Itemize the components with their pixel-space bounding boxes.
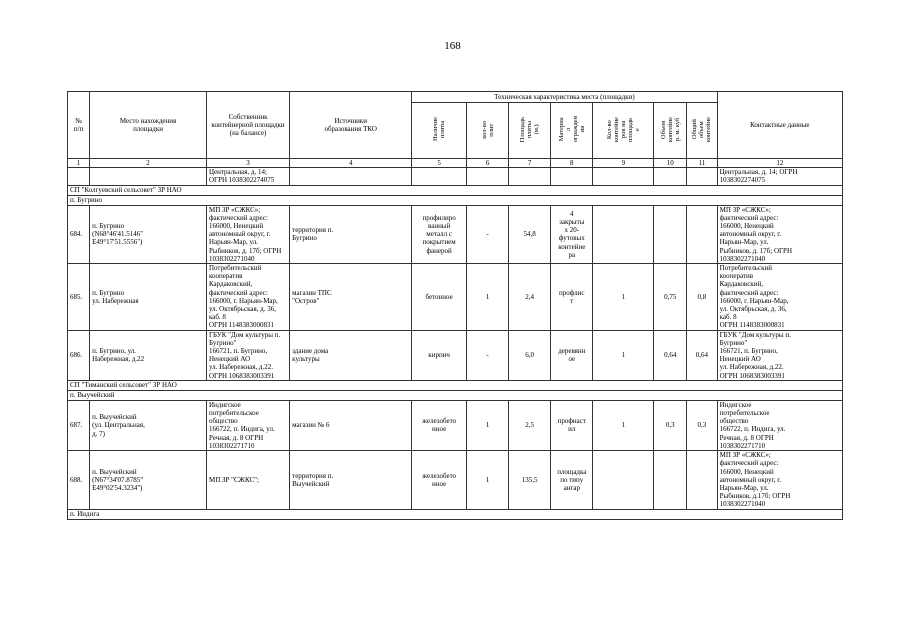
header-containers-count: Кол-во контейне ров на площадк е <box>593 103 654 159</box>
row-num: 684. <box>68 205 90 263</box>
row-num: 688. <box>68 451 90 509</box>
containers-cell: 1 <box>593 330 654 380</box>
col-number: 4 <box>290 159 412 168</box>
settlement-title: п. Индига <box>68 509 843 519</box>
settlement-title: п. Выучейский <box>68 390 843 400</box>
owner-cell: Потребительский кооператив Кардаковский, фактический адрес: 166000, г. Нарьян-Мар, ул. Октябрьская, д. 36, каб. 8 ОГРН 1148383000831 <box>206 264 289 331</box>
header-sources: Источники образования ТКО <box>290 92 412 159</box>
fence-cell: деревянн ое <box>551 330 593 380</box>
fence-cell: профлис т <box>551 264 593 331</box>
col-number: 11 <box>687 159 718 168</box>
contacts-cell: Потребительский кооператив Кардаковский, фактический адрес: 166000, г. Нарьян-Мар, ул. Октябрьская, д. 36, каб. 8 ОГРН 1148383000831 <box>717 264 842 331</box>
header-contacts: Контактные данные <box>717 92 842 159</box>
header-fence-material: Материа л огражден ия <box>551 103 593 159</box>
settlement-title: п. Бугрино <box>68 195 843 205</box>
col-number: 1 <box>68 159 90 168</box>
contacts-cell: МП ЗР «СЖКС»; фактический адрес: 166000, Ненецкий автономный округ, г. Нарьян-Мар, ул. Рыбников, д.17б; ОГРН 1038302271040 <box>717 451 842 509</box>
fence-cell: 4 закрыты х 20- футовых контейне ра <box>551 205 593 263</box>
table-row <box>68 205 843 263</box>
sources-cell: магазин ТПС "Остров" <box>290 264 412 331</box>
containers-cell <box>593 451 654 509</box>
volume-cell: 0,64 <box>654 330 687 380</box>
col-number: 10 <box>654 159 687 168</box>
owner-cell: МП ЗР "СЖКС"; <box>206 451 289 509</box>
containers-cell: 1 <box>593 400 654 450</box>
sources-cell: территория п. Бугрино <box>290 205 412 263</box>
contacts-cell: Индигское потребительское общество 166722, п. Индига, ул. Речная, д. 8 ОГРН 1038302271710 <box>717 400 842 450</box>
section-title: СП "Колгуевский сельсовет" ЗР НАО <box>68 185 843 195</box>
total-volume-cell <box>687 205 718 263</box>
contacts-cell: ГБУК "Дом культуры п. Бугрино" 166721, п. Бугрино, Ненецкий АО ул. Набережная, д.22. ОГРН 1068383003391 <box>717 330 842 380</box>
owner-cell: МП ЗР «СЖКС»; фактический адрес: 166000, Ненецкий автономный округ, г. Нарьян-Мар, ул. Рыбников, д. 17б; ОГРН 1038302271040 <box>206 205 289 263</box>
plates-count-cell: 1 <box>467 451 509 509</box>
contacts-cell: Центральная, д. 14; ОГРН 1038302274075 <box>717 168 842 185</box>
col-number: 9 <box>593 159 654 168</box>
location-cell: п. Бугрино ул. Набережная <box>90 264 207 331</box>
total-volume-cell <box>687 451 718 509</box>
settlement-row <box>68 195 843 205</box>
location-cell: п. Бугрино, ул. Набережная, д.22 <box>90 330 207 380</box>
header-location: Место нахождения площадки <box>90 92 207 159</box>
sources-cell: магазин № 6 <box>290 400 412 450</box>
col-number: 6 <box>467 159 509 168</box>
containers-cell <box>593 205 654 263</box>
sources-cell: территория п. Выучейский <box>290 451 412 509</box>
column-numbers-row <box>68 159 843 168</box>
fence-cell: площадка по типу ангар <box>551 451 593 509</box>
plates-count-cell: 1 <box>467 400 509 450</box>
header-plate: Наличие плиты <box>412 103 467 159</box>
plate-cell: бетонное <box>412 264 467 331</box>
table-row <box>68 451 843 509</box>
location-cell: п. Бугрино (N68°46'41.5146" E49°17'51.5556") <box>90 205 207 263</box>
owner-cell: ГБУК "Дом культуры п. Бугрино" 166721, п. Бугрино, Ненецкий АО ул. Набережная, д.22. ОГРН 1068383003391 <box>206 330 289 380</box>
header-total-volume: Общий объем контейне <box>687 103 718 159</box>
header-num: № п/п <box>68 92 90 159</box>
header-plates-count: кол-во плит <box>467 103 509 159</box>
col-number: 5 <box>412 159 467 168</box>
area-cell: 135,5 <box>509 451 551 509</box>
table-row <box>68 400 843 450</box>
volume-cell: 0,3 <box>654 400 687 450</box>
location-cell: п. Выучейский (ул. Центральная, д. 7) <box>90 400 207 450</box>
volume-cell <box>654 451 687 509</box>
row-num: 687. <box>68 400 90 450</box>
plates-count-cell: - <box>467 205 509 263</box>
header-tech-group: Техническая характеристика места (площадки) <box>412 92 717 103</box>
row-num: 686. <box>68 330 90 380</box>
settlement-row <box>68 509 843 519</box>
location-cell: п. Выучейский (N67°34'07.8785" E49°02'54.3234") <box>90 451 207 509</box>
area-cell: 2,5 <box>509 400 551 450</box>
continuation-row <box>68 168 843 185</box>
plates-count-cell: 1 <box>467 264 509 331</box>
settlement-row <box>68 390 843 400</box>
plate-cell: кирпич <box>412 330 467 380</box>
containers-cell: 1 <box>593 264 654 331</box>
contacts-cell: МП ЗР «СЖКС»; фактический адрес: 166000, Ненецкий автономный округ, г. Нарьян-Мар, ул. Рыбников, д. 17б; ОГРН 1038302271040 <box>717 205 842 263</box>
col-number: 7 <box>509 159 551 168</box>
sources-cell: здание дома культуры <box>290 330 412 380</box>
total-volume-cell: 0,8 <box>687 264 718 331</box>
header-container-volume: Объем контейне р. м. куб <box>654 103 687 159</box>
owner-cell: Центральная, д. 14; ОГРН 1038302274075 <box>206 168 289 185</box>
table-row <box>68 264 843 331</box>
volume-cell: 0,75 <box>654 264 687 331</box>
section-row <box>68 380 843 390</box>
area-cell: 2,4 <box>509 264 551 331</box>
header-owner: Собственник контейнерной площадки (на балансе) <box>206 92 289 159</box>
volume-cell <box>654 205 687 263</box>
total-volume-cell: 0,3 <box>687 400 718 450</box>
owner-cell: Индигское потребительское общество 166722, п. Индига, ул. Речная, д. 8 ОГРН 1038302271710 <box>206 400 289 450</box>
row-num: 685. <box>68 264 90 331</box>
col-number: 3 <box>206 159 289 168</box>
plate-cell: железобето нное <box>412 400 467 450</box>
fence-cell: профнаст ил <box>551 400 593 450</box>
table-row <box>68 330 843 380</box>
section-title: СП "Тиманский сельсовет" ЗР НАО <box>68 380 843 390</box>
area-cell: 6,0 <box>509 330 551 380</box>
header-plate-area: Площадь плиты (м.) <box>509 103 551 159</box>
plate-cell: железобето нное <box>412 451 467 509</box>
col-number: 8 <box>551 159 593 168</box>
plates-count-cell: - <box>467 330 509 380</box>
total-volume-cell: 0,64 <box>687 330 718 380</box>
area-cell: 54,8 <box>509 205 551 263</box>
container-sites-table <box>67 91 843 520</box>
col-number: 2 <box>90 159 207 168</box>
header-row <box>68 92 843 103</box>
page-number: 168 <box>444 40 461 52</box>
col-number: 12 <box>717 159 842 168</box>
plate-cell: профилиро ванный металл с покрытием фанерой <box>412 205 467 263</box>
section-row <box>68 185 843 195</box>
